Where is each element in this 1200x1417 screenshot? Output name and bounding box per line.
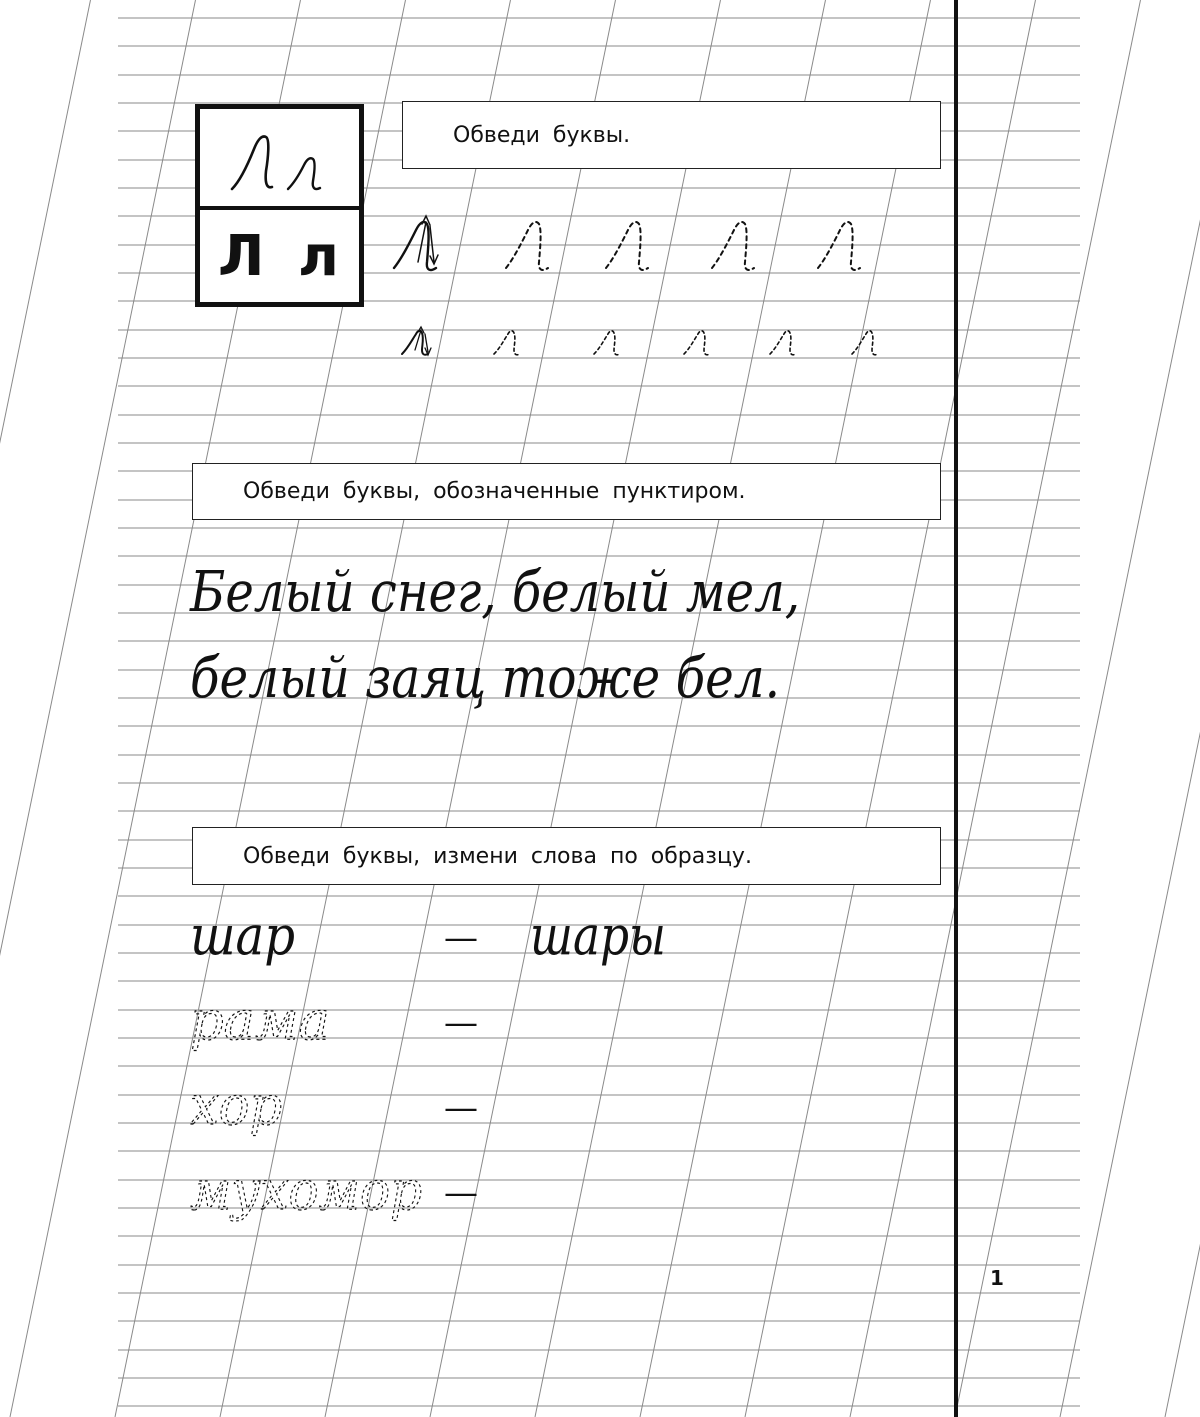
task-3-text: Обведи буквы, измени слова по образцу. bbox=[243, 843, 752, 869]
traced-small-l-2 bbox=[594, 331, 620, 355]
word-pair-2-dash: — bbox=[444, 1003, 478, 1043]
stroke-order-small-letter-icon bbox=[402, 331, 428, 355]
traced-letter-l-2 bbox=[606, 222, 648, 270]
letter-tracing-row-small bbox=[402, 327, 878, 355]
print-letter-panel: Л л bbox=[217, 223, 342, 289]
letter-tracing-row-large bbox=[394, 216, 860, 270]
word-pair-1-dash: — bbox=[444, 918, 478, 958]
word-pair-1-word: шар bbox=[190, 904, 295, 967]
traced-small-l-5 bbox=[852, 331, 878, 355]
word-pair-3-word: хор bbox=[190, 1074, 282, 1137]
word-pair-1-answer: шары bbox=[530, 904, 666, 967]
stroke-arrow-down-icon bbox=[430, 226, 438, 264]
word-pair-4-word: мухомор bbox=[190, 1159, 422, 1222]
traced-small-l-4 bbox=[770, 331, 796, 355]
word-pair-4-dash: — bbox=[444, 1173, 478, 1213]
word-pair-3-dash: — bbox=[444, 1088, 478, 1128]
traced-letter-l-1 bbox=[506, 222, 548, 270]
page-number: 1 bbox=[990, 1266, 1004, 1290]
traced-letter-l-4 bbox=[818, 222, 860, 270]
traced-small-l-1 bbox=[494, 331, 520, 355]
task-1-text: Обведи буквы. bbox=[453, 122, 631, 148]
task-2-text: Обведи буквы, обозначенные пунктиром. bbox=[243, 479, 746, 504]
traced-letter-l-3 bbox=[712, 222, 754, 270]
poem-line-1: Белый снег, белый мел, bbox=[189, 560, 800, 625]
word-pair-2-word: рама bbox=[190, 989, 330, 1052]
traced-small-l-3 bbox=[684, 331, 710, 355]
poem-line-2: белый заяц тоже бел. bbox=[190, 646, 780, 711]
